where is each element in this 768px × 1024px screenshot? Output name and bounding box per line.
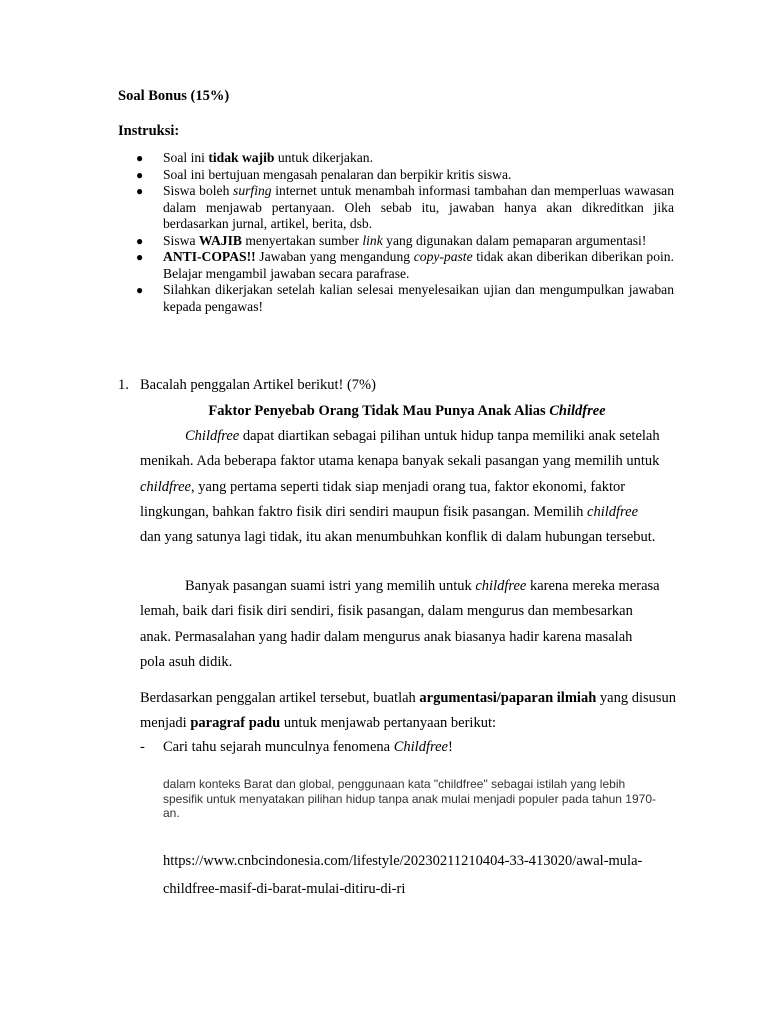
bullet-icon: ●	[136, 250, 144, 264]
task-instruction: Berdasarkan penggalan artikel tersebut, buatlah argumentasi/paparan ilmiah yang disusun menjadi paragraf padu untuk menjawab pertanyaan berikut:	[140, 690, 677, 731]
article-title: Faktor Penyebab Orang Tidak Mau Punya Anak Alias Childfree	[208, 403, 606, 419]
instructions-heading: Instruksi:	[118, 123, 180, 139]
sub-question-text: Cari tahu sejarah munculnya fenomena Childfree!	[163, 739, 453, 755]
article-paragraph-1: Childfree dapat diartikan sebagai pilihan untuk hidup tanpa memiliki anak setelah menikah. Ada beberapa faktor utama kenapa banyak sekali pasangan yang memilih untuk childfree, yang pertama seperti tidak siap menjadi orang tua, faktor ekonomi, faktor lingkungan, bahkan faktro fisik diri sendiri maupun fisik pasangan. Memilih childfree dan yang satunya lagi tidak, itu akan menumbuhkan konflik di dalam hubungan tersebut.	[140, 428, 660, 546]
question-number: 1.	[118, 377, 129, 393]
list-item: ● Soal ini bertujuan mengasah penalaran dan berpikir kritis siswa.	[136, 166, 512, 182]
list-item: ● Silahkan dikerjakan setelah kalian selesai menyelesaikan ujian dan mengumpulkan jawaban kepada pengawas!	[136, 282, 674, 314]
sub-question-dash: -	[140, 739, 145, 755]
bullet-icon: ●	[136, 283, 144, 297]
list-item: ● Siswa WAJIB menyertakan sumber link yang digunakan dalam pemaparan argumentasi!	[136, 232, 647, 248]
instructions-list	[118, 150, 674, 315]
source-link[interactable]: https://www.cnbcindonesia.com/lifestyle/20230211210404-33-413020/awal-mula-childfree-masif-di-barat-mulai-ditiru-di-ri	[163, 853, 643, 897]
page-title: Soal Bonus (15%)	[118, 88, 230, 104]
list-item: ● Siswa boleh surfing internet untuk menambah informasi tambahan dan memperluas wawasan dalam menjawab pertanyaan. Oleh sebab itu, jawaban hanya akan dikreditkan jika berdasarkan jurnal, artikel, berita, dsb.	[136, 183, 674, 231]
list-item: ● ANTI-COPAS!! Jawaban yang mengandung copy-paste tidak akan diberikan diberikan poin. Belajar mengambil jawaban secara parafrase.	[136, 249, 674, 281]
article-paragraph-2: Banyak pasangan suami istri yang memilih untuk childfree karena mereka merasa lemah, baik dari fisik diri sendiri, fisik pasangan, dalam mengurus dan membesarkan anak. Permasalahan yang hadir dalam mengurus anak biasanya hadir karena masalah pola asuh didik.	[140, 578, 660, 670]
bullet-icon: ●	[136, 167, 144, 182]
bullet-icon: ●	[136, 151, 144, 165]
answer-text: dalam konteks Barat dan global, penggunaan kata "childfree" sebagai istilah yang lebih spesifik untuk menyatakan pilihan hidup tanpa anak mulai menjadi populer pada tahun 1970-an.	[163, 777, 657, 820]
bullet-icon: ●	[136, 233, 144, 248]
bullet-icon: ●	[136, 184, 144, 198]
list-item: ● Soal ini tidak wajib untuk dikerjakan.	[136, 150, 373, 165]
question-text: Bacalah penggalan Artikel berikut! (7%)	[140, 377, 376, 393]
